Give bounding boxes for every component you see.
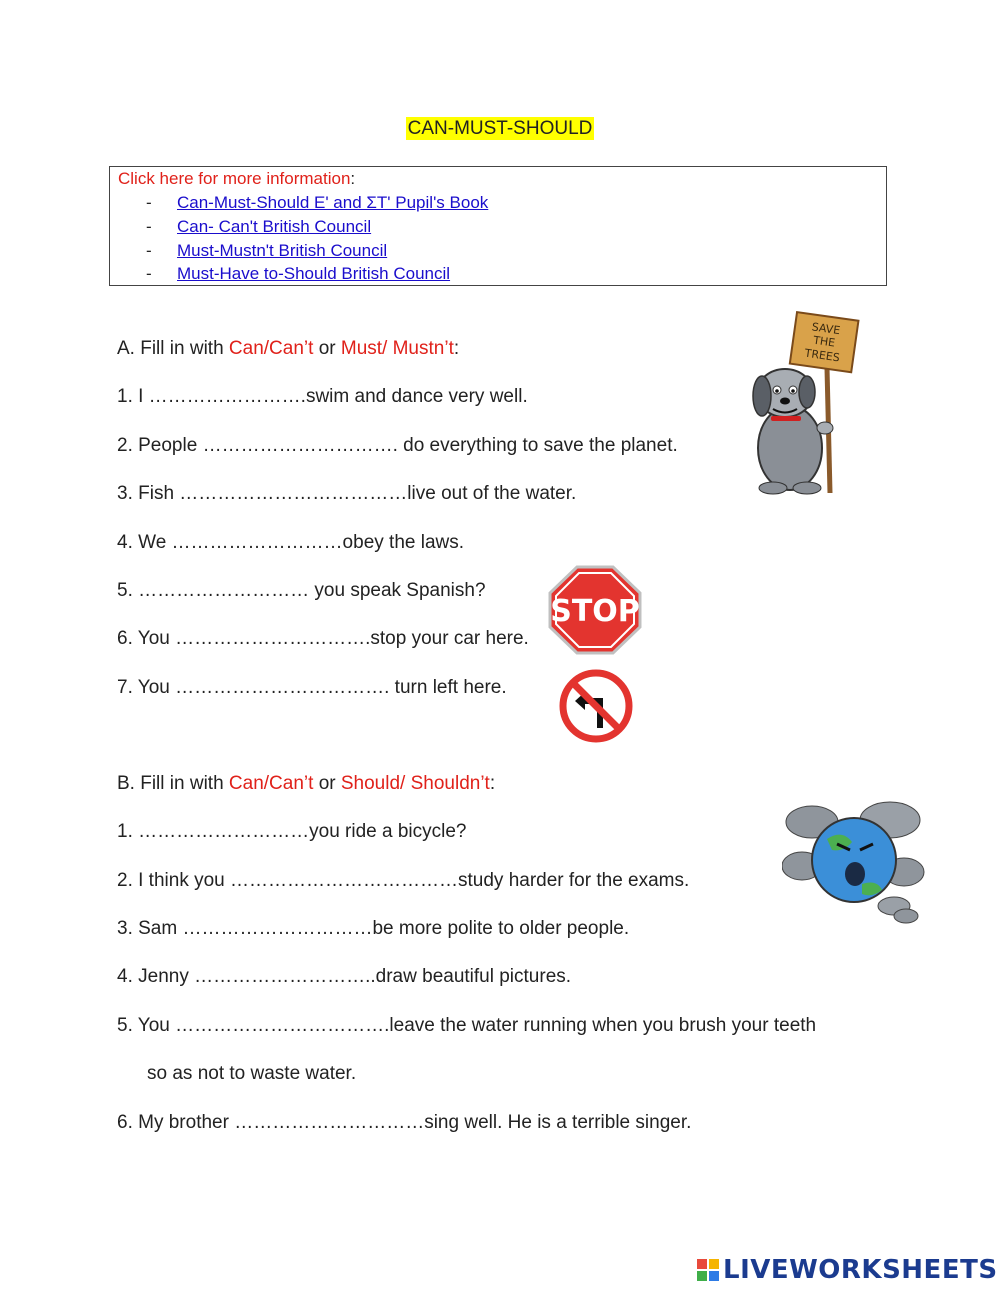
- info-colon: :: [350, 169, 356, 188]
- info-heading: [118, 169, 355, 189]
- link-can-cant[interactable]: Can- Can't British Council: [177, 217, 372, 236]
- link-must-have-should[interactable]: Must-Have to-Should British Council: [177, 264, 451, 283]
- section-b-prefix: B. Fill in with: [117, 773, 229, 794]
- question-a3[interactable]: 3. Fish ………………………………live out of the water.: [117, 483, 577, 504]
- stop-sign-image: [547, 565, 643, 655]
- question-a1[interactable]: 1. I …………………….swim and dance very well.: [117, 386, 528, 407]
- dog-save-trees-image: [735, 308, 865, 498]
- question-a7[interactable]: 7. You ……………………………. turn left here.: [117, 677, 507, 698]
- more-info-link[interactable]: Click here for more information: [118, 169, 351, 188]
- page-title: [0, 118, 1000, 140]
- link-item: [146, 193, 488, 213]
- sign-text-the: THE: [812, 333, 836, 350]
- link-pupils-book[interactable]: Can-Must-Should E' and ΣT' Pupil's Book: [177, 193, 489, 212]
- section-a-option1: Can/Can’t: [228, 338, 314, 359]
- polluted-earth-image: [782, 794, 927, 926]
- section-b-option2: Should/ Shouldn’t: [340, 773, 490, 794]
- question-a6[interactable]: 6. You ………………………….stop your car here.: [117, 628, 529, 649]
- question-b2[interactable]: 2. I think you ………………………………study harder for the exams.: [117, 870, 690, 891]
- question-b5[interactable]: 5. You …………………………….leave the water running when you brush your teeth: [117, 1015, 817, 1036]
- section-b-or: or: [313, 773, 341, 794]
- question-b1[interactable]: 1. ………………………you ride a bicycle?: [117, 821, 467, 842]
- stop-sign-text: STOP: [550, 594, 640, 629]
- question-b5-continued: so as not to waste water.: [147, 1063, 357, 1084]
- liveworksheets-logo: [697, 1253, 998, 1287]
- section-a-heading: [117, 338, 459, 360]
- section-a-prefix: A. Fill in with: [117, 338, 229, 359]
- section-b-option1: Can/Can’t: [228, 773, 314, 794]
- question-b6[interactable]: 6. My brother …………………………sing well. He is a terrible singer.: [117, 1112, 692, 1133]
- question-b3[interactable]: 3. Sam …………………………be more polite to older people.: [117, 918, 630, 939]
- dash-bullet: -: [146, 217, 152, 236]
- section-b-heading: [117, 773, 495, 795]
- logo-mark-icon: [697, 1259, 719, 1281]
- logo-text: LIVEWORKSHEETS: [723, 1255, 998, 1285]
- dash-bullet: -: [146, 264, 152, 283]
- no-left-turn-sign-image: [557, 668, 635, 744]
- link-item: [146, 241, 387, 261]
- dash-bullet: -: [146, 241, 152, 260]
- sign-text-trees: TREES: [803, 346, 841, 365]
- question-a2[interactable]: 2. People …………………………. do everything to save the planet.: [117, 435, 678, 456]
- section-b-colon: :: [489, 773, 496, 794]
- question-b4[interactable]: 4. Jenny ………………………..draw beautiful pictures.: [117, 966, 572, 987]
- section-a-colon: :: [453, 338, 460, 359]
- link-must-mustnt[interactable]: Must-Mustn't British Council: [177, 241, 388, 260]
- info-box: [109, 166, 887, 286]
- section-a-option2: Must/ Mustn’t: [340, 338, 454, 359]
- sign-text-save: SAVE: [811, 320, 842, 338]
- link-item: [146, 217, 371, 237]
- question-a5[interactable]: 5. ……………………… you speak Spanish?: [117, 580, 486, 601]
- link-item: [146, 264, 450, 284]
- dash-bullet: -: [146, 193, 152, 212]
- section-a-or: or: [313, 338, 341, 359]
- title-text: CAN-MUST-SHOULD: [407, 118, 593, 139]
- question-a4[interactable]: 4. We ………………………obey the laws.: [117, 532, 465, 553]
